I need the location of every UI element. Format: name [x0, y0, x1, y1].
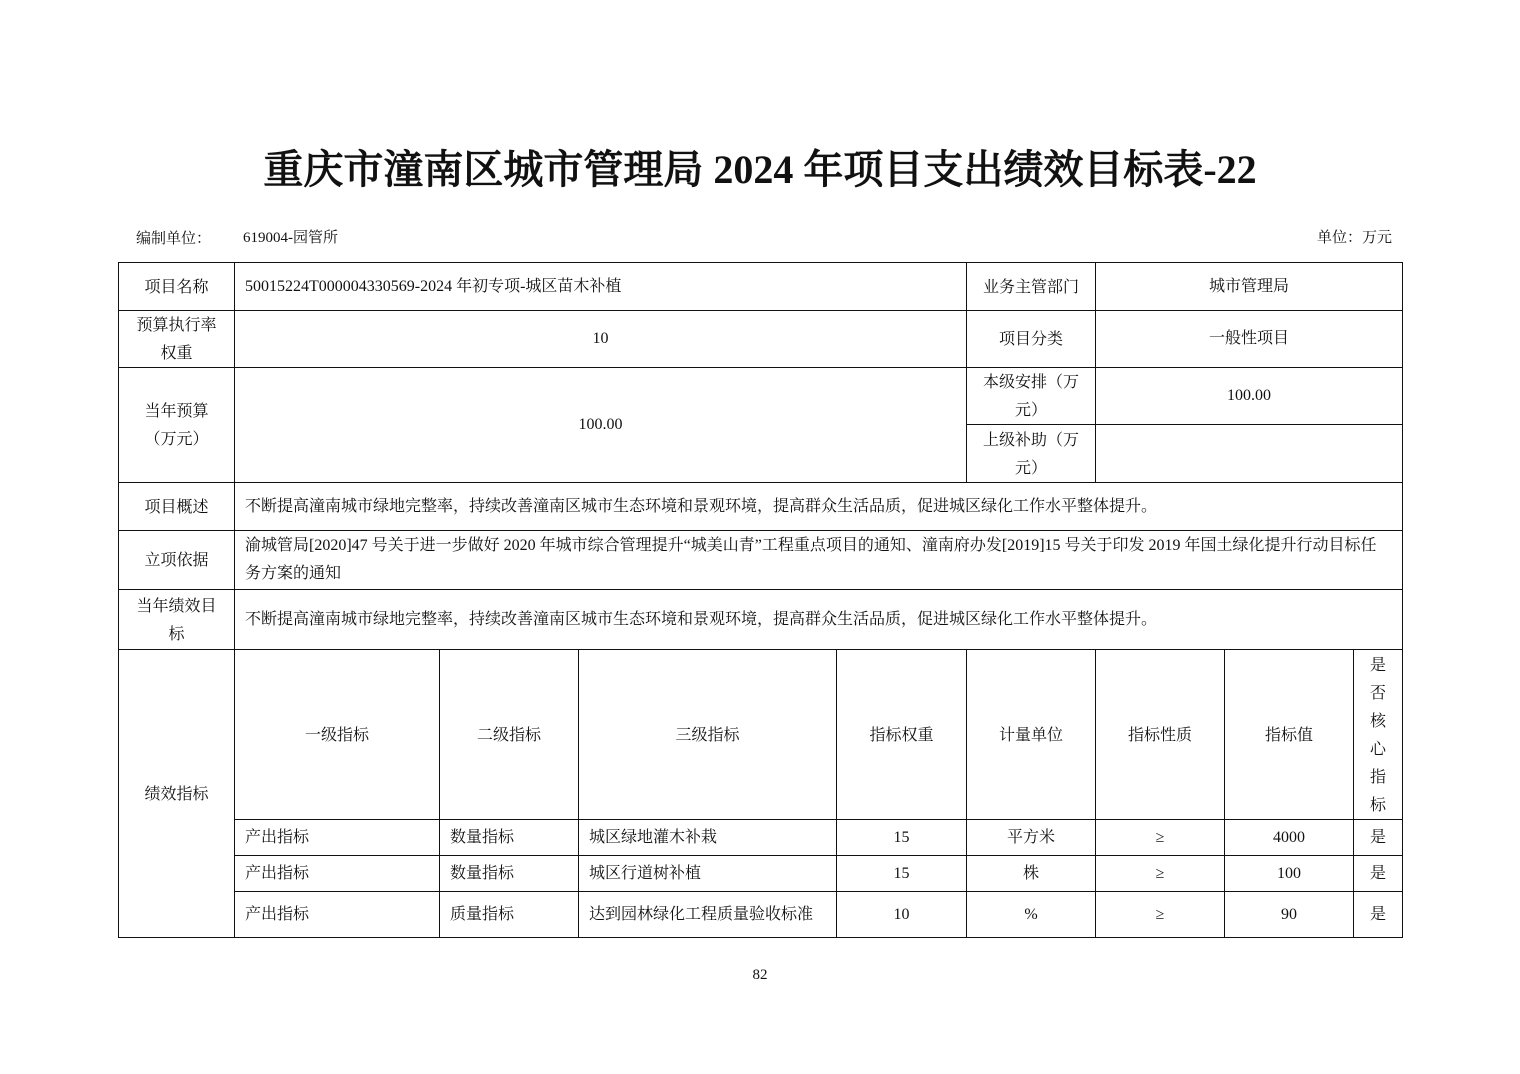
unit-label: 单位：万元: [1316, 230, 1392, 246]
weight-label: 预算执行率权重: [119, 311, 235, 368]
row-project-name: [119, 263, 1403, 311]
page-number: 82: [752, 967, 768, 983]
indicator-level3: 达到园林绿化工程质量验收标准: [579, 892, 837, 938]
indicator-header-row: [119, 650, 1403, 820]
basis-label: 立项依据: [119, 531, 235, 590]
indicator-value: 100: [1225, 856, 1354, 892]
category-label: 项目分类: [967, 311, 1096, 368]
budget-value: 100.00: [235, 368, 967, 483]
weight-value: 10: [235, 311, 967, 368]
indicator-nature: ≥: [1096, 856, 1225, 892]
indicator-weight: 10: [837, 892, 967, 938]
indicator-header-level1: 一级指标: [235, 650, 440, 820]
indicator-unit: 平方米: [967, 820, 1096, 856]
indicators-label: 绩效指标: [119, 650, 235, 938]
page-title: 重庆市潼南区城市管理局 2024 年项目支出绩效目标表-22: [263, 147, 1257, 192]
indicator-header-level3: 三级指标: [579, 650, 837, 820]
overview-label: 项目概述: [119, 483, 235, 531]
indicator-level3: 城区行道树补植: [579, 856, 837, 892]
indicator-level2: 数量指标: [440, 856, 579, 892]
upper-subsidy-value: [1096, 425, 1403, 483]
category-value: 一般性项目: [1096, 311, 1403, 368]
indicator-level1: 产出指标: [235, 820, 440, 856]
org-label: 编制单位：: [136, 229, 212, 247]
indicator-is-core: 是: [1354, 856, 1403, 892]
indicator-row: [119, 856, 1403, 892]
indicator-header-weight: 指标权重: [837, 650, 967, 820]
indicator-weight: 15: [837, 856, 967, 892]
indicator-level3: 城区绿地灌木补栽: [579, 820, 837, 856]
dept-label: 业务主管部门: [967, 263, 1096, 311]
indicator-header-unit: 计量单位: [967, 650, 1096, 820]
local-budget-label: 本级安排（万元）: [967, 368, 1096, 425]
basis-value: 渝城管局[2020]47 号关于进一步做好 2020 年城市综合管理提升“城美山青”工程重点项目的通知、潼南府办发[2019]15 号关于印发 2019 年国土绿化提升行动目标任务方案的通知: [235, 531, 1403, 590]
indicator-nature: ≥: [1096, 820, 1225, 856]
upper-subsidy-label: 上级补助（万元）: [967, 425, 1096, 483]
indicator-unit: 株: [967, 856, 1096, 892]
org-value: 619004-园管所: [243, 230, 338, 246]
indicator-is-core: 是: [1354, 820, 1403, 856]
row-budget-weight: [119, 311, 1403, 368]
row-budget-local: [119, 368, 1403, 425]
indicator-level1: 产出指标: [235, 892, 440, 938]
indicator-header-nature: 指标性质: [1096, 650, 1225, 820]
indicator-header-level2: 二级指标: [440, 650, 579, 820]
project-name-label: 项目名称: [119, 263, 235, 311]
local-budget-value: 100.00: [1096, 368, 1403, 425]
indicator-is-core: 是: [1354, 892, 1403, 938]
indicator-nature: ≥: [1096, 892, 1225, 938]
indicator-header-is-core: 是否核心指标: [1354, 650, 1403, 820]
dept-value: 城市管理局: [1096, 263, 1403, 311]
indicator-value: 4000: [1225, 820, 1354, 856]
goal-label: 当年绩效目标: [119, 590, 235, 650]
indicator-row: [119, 820, 1403, 856]
project-name-value: 50015224T000004330569-2024 年初专项-城区苗木补植: [235, 263, 967, 311]
indicator-level1: 产出指标: [235, 856, 440, 892]
row-annual-goal: [119, 590, 1403, 650]
performance-target-table: [118, 262, 1403, 938]
goal-value: 不断提高潼南城市绿地完整率，持续改善潼南区城市生态环境和景观环境，提高群众生活品质，促进城区绿化工作水平整体提升。: [235, 590, 1403, 650]
indicator-header-value: 指标值: [1225, 650, 1354, 820]
row-basis: [119, 531, 1403, 590]
row-overview: [119, 483, 1403, 531]
indicator-level2: 数量指标: [440, 820, 579, 856]
indicator-row: [119, 892, 1403, 938]
overview-value: 不断提高潼南城市绿地完整率，持续改善潼南区城市生态环境和景观环境，提高群众生活品质，促进城区绿化工作水平整体提升。: [235, 483, 1403, 531]
indicator-weight: 15: [837, 820, 967, 856]
indicator-unit: %: [967, 892, 1096, 938]
budget-label: 当年预算（万元）: [119, 368, 235, 483]
indicator-value: 90: [1225, 892, 1354, 938]
indicator-level2: 质量指标: [440, 892, 579, 938]
